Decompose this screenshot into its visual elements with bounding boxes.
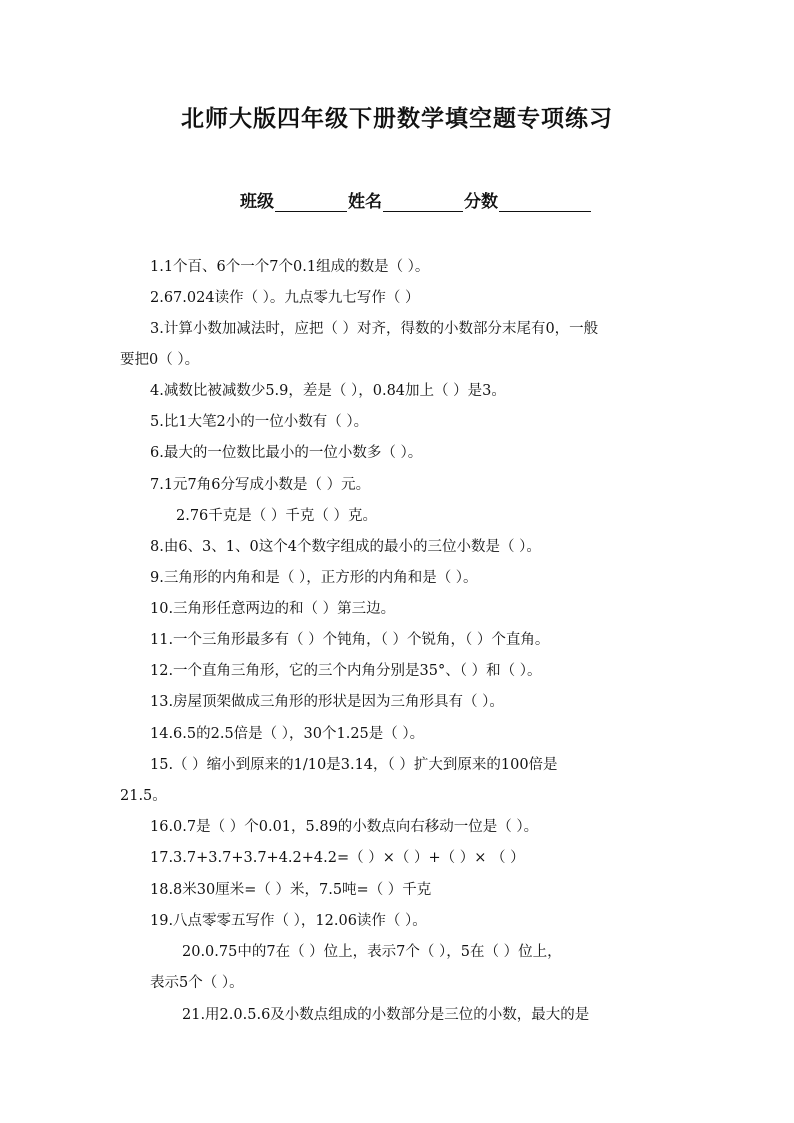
student-info-line: [240, 187, 592, 212]
question-19: 19.八点零零五写作（ ），12.06读作（ ）。: [150, 913, 427, 929]
name-blank[interactable]: [383, 193, 463, 212]
score-label: 分数: [464, 192, 498, 212]
question-16: 16.0.7是（ ）个0.01，5.89的小数点向右移动一位是（ ）。: [150, 819, 539, 835]
question-9: 9.三角形的内角和是（ ），正方形的内角和是（ ）。: [150, 570, 478, 586]
question-12: 12.一个直角三角形，它的三个内角分别是35°、（ ）和（ ）。: [150, 663, 542, 679]
question-18: 18.8米30厘米=（ ）米，7.5吨=（ ）千克: [150, 882, 432, 898]
question-21: 21.用2.0.5.6及小数点组成的小数部分是三位的小数，最大的是: [182, 1007, 590, 1023]
question-3-continued: 要把0（ ）。: [120, 352, 200, 368]
question-17: 17.3.7+3.7+3.7+4.2+4.2=（ ）×（ ）+（ ）× （ ）: [150, 850, 525, 866]
question-10: 10.三角形任意两边的和（ ）第三边。: [150, 601, 396, 617]
question-15-continued: 21.5。: [120, 788, 167, 804]
question-20-continued: 表示5个（ ）。: [150, 975, 244, 991]
question-8: 8.由6、3、1、0这个4个数字组成的最小的三位小数是（ ）。: [150, 539, 541, 555]
question-7: 7.1元7角6分写成小数是（ ）元。: [150, 477, 371, 493]
question-2: 2.67.024读作（ ）。九点零九七写作（ ）: [150, 290, 420, 306]
question-13: 13.房屋顶架做成三角形的形状是因为三角形具有（ ）。: [150, 694, 504, 710]
question-14: 14.6.5的2.5倍是（ ），30个1.25是（ ）。: [150, 726, 425, 742]
score-blank[interactable]: [499, 193, 591, 212]
page-title: 北师大版四年级下册数学填空题专项练习: [181, 105, 613, 132]
question-6: 6.最大的一位数比最小的一位小数多（ ）。: [150, 445, 423, 461]
question-11: 11.一个三角形最多有（ ）个钝角，（ ）个锐角，（ ）个直角。: [150, 632, 550, 648]
question-5: 5.比1大笔2小的一位小数有（ ）。: [150, 414, 369, 430]
question-7-part-2: 2.76千克是（ ）千克（ ）克。: [176, 508, 378, 524]
question-20: 20.0.75中的7在（ ）位上，表示7个（ ），5在（ ）位上，: [182, 944, 562, 960]
class-blank[interactable]: [275, 193, 347, 212]
name-label: 姓名: [348, 192, 382, 212]
class-label: 班级: [240, 192, 274, 212]
question-4: 4.减数比被减数少5.9，差是（ ），0.84加上（ ）是3。: [150, 383, 506, 399]
question-3: 3.计算小数加减法时，应把（ ）对齐，得数的小数部分末尾有0，一般: [150, 321, 599, 337]
question-1: 1.1个百、6个一个7个0.1组成的数是（ ）。: [150, 259, 430, 275]
question-15: 15.（ ）缩小到原来的1/10是3.14，（ ）扩大到原来的100倍是: [150, 757, 558, 773]
